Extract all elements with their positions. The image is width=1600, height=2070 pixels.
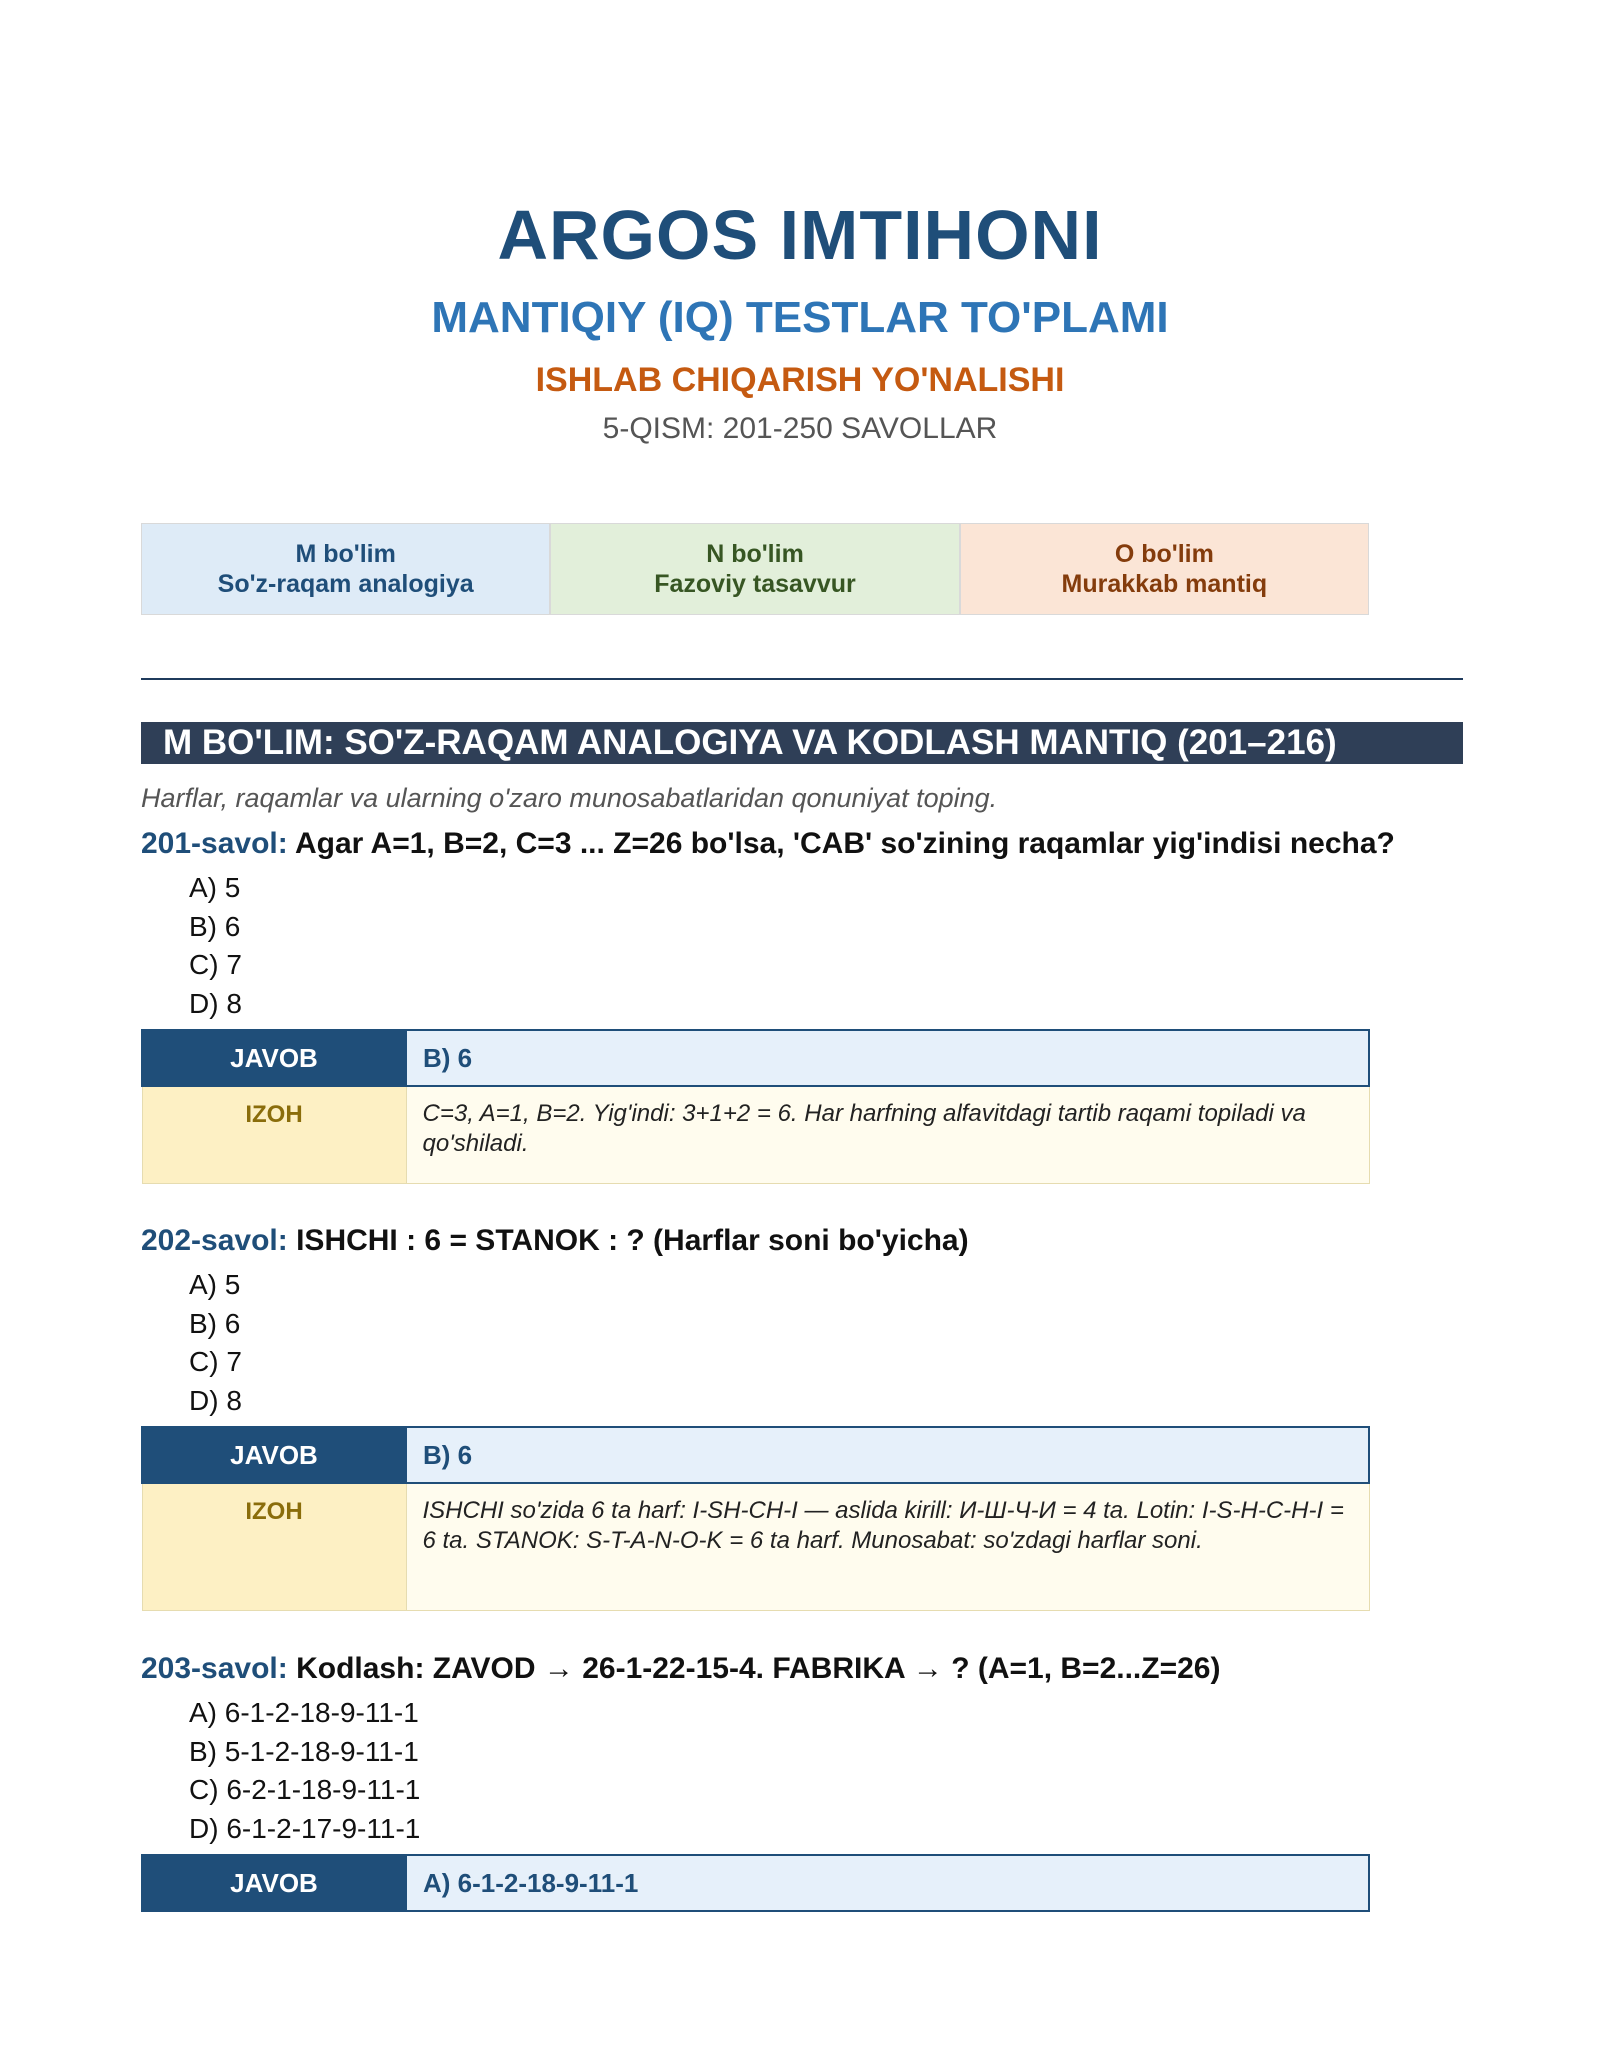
question-number: 202-savol: [141,1224,288,1257]
question-line [141,1652,1471,1686]
explanation-label: IZOH [142,1086,406,1184]
page-subtitle: MANTIQIY (IQ) TESTLAR TO'PLAMI [431,293,1169,342]
section-card-m [141,523,550,615]
title-block [0,196,1600,445]
section-heading-bar: M BO'LIM: SO'Z-RAQAM ANALOGIYA VA KODLASH MANTIQ (201–216) [141,722,1463,764]
question-number: 201-savol: [141,827,288,860]
section-card-name: M bo'lim [295,540,396,568]
answer-label: JAVOB [142,1855,406,1911]
option-b[interactable]: B) 5-1-2-18-9-11-1 [189,1735,419,1767]
answer-value: B) 6 [406,1427,1369,1483]
option-a[interactable]: A) 5 [189,872,241,903]
section-card-o [960,523,1369,615]
option-d[interactable]: D) 8 [189,1384,242,1416]
explanation-text: ISHCHI so'zida 6 ta harf: I-SH-CH-I — aslida kirill: И-Ш-Ч-И = 4 ta. Lotin: I-S-H-C-H-I = 6 ta. STANOK: S-T-A-N-O-K = 6 ta harf. Munosabat: so'zdagi harflar soni. [406,1483,1369,1611]
question-text: Kodlash: ZAVOD → 26-1-22-15-4. FABRIKA → ? (A=1, B=2...Z=26) [296,1652,1221,1685]
answer-label: JAVOB [142,1030,406,1086]
option-d[interactable]: D) 8 [189,987,242,1019]
option-b[interactable]: B) 6 [189,1307,241,1339]
explanation-text: C=3, A=1, B=2. Yig'indi: 3+1+2 = 6. Har harfning alfavitdagi tartib raqami topiladi va qo'shiladi. [406,1086,1369,1184]
section-description: Harflar, raqamlar va ularning o'zaro munosabatlaridan qonuniyat toping. [141,783,998,813]
question-number: 203-savol: [141,1652,288,1685]
options-list [189,1266,1471,1420]
question-line [141,1224,1471,1258]
direction-label: ISHLAB CHIQARISH YO'NALISHI [535,361,1065,400]
section-card-topic: So'z-raqam analogiya [217,570,474,598]
section-card-topic: Murakkab mantiq [1061,570,1268,598]
option-a[interactable]: A) 5 [189,1269,241,1300]
answer-table [141,1426,1370,1611]
question-line [141,827,1471,861]
section-card-n [550,523,959,615]
option-a[interactable]: A) 6-1-2-18-9-11-1 [189,1697,419,1728]
options-list [189,869,1471,1023]
question-201 [141,827,1471,1184]
answer-table [141,1854,1370,1912]
option-d[interactable]: D) 6-1-2-17-9-11-1 [189,1812,421,1844]
horizontal-divider [141,678,1463,680]
option-b[interactable]: B) 6 [189,910,241,942]
section-card-name: N bo'lim [706,540,804,568]
answer-table [141,1029,1370,1184]
part-label: 5-QISM: 201-250 SAVOLLAR [602,411,998,445]
options-list [189,1694,1471,1848]
answer-value: A) 6-1-2-18-9-11-1 [406,1855,1369,1911]
question-text: ISHCHI : 6 = STANOK : ? (Harflar soni bo'yicha) [296,1224,969,1257]
answer-value: B) 6 [406,1030,1369,1086]
answer-label: JAVOB [142,1427,406,1483]
explanation-label: IZOH [142,1483,406,1611]
question-203 [141,1652,1471,1912]
page-title: ARGOS IMTIHONI [497,196,1103,274]
question-202 [141,1224,1471,1611]
option-c[interactable]: C) 7 [189,1346,242,1377]
question-text: Agar A=1, B=2, C=3 ... Z=26 bo'lsa, 'CAB' so'zining raqamlar yig'indisi necha? [294,827,1395,860]
option-c[interactable]: C) 6-2-1-18-9-11-1 [189,1774,421,1805]
section-card-name: O bo'lim [1114,540,1214,568]
section-overview [141,523,1369,615]
option-c[interactable]: C) 7 [189,949,242,980]
section-card-topic: Fazoviy tasavvur [654,570,856,598]
